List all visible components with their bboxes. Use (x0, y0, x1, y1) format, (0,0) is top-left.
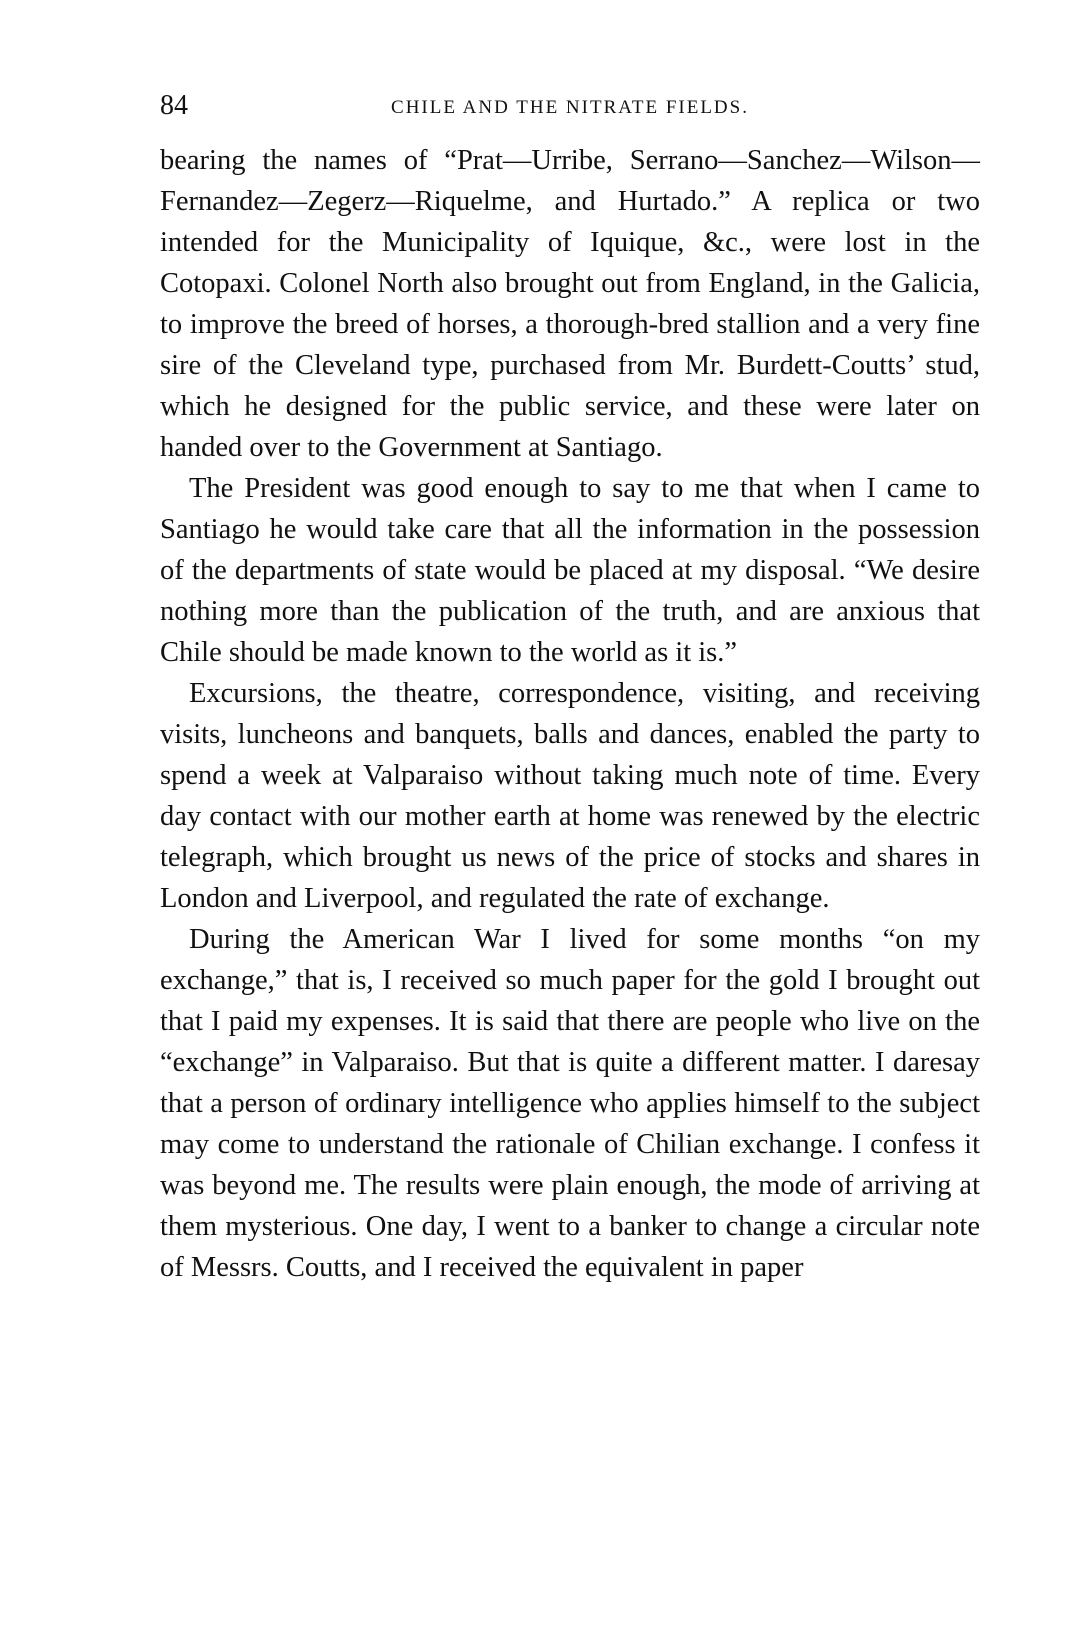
paragraph-2: The President was good enough to say to me that when I came to Santiago he would take care that all the information in the possession of the departments of state would be placed at my disposal. “We desire nothing more than the publication of the truth, and are anxious that Chile should be made known to the world as it is.” (160, 473, 980, 668)
running-head (160, 90, 980, 122)
running-title: CHILE AND THE NITRATE FIELDS. (391, 97, 749, 118)
paragraph-3: Excursions, the theatre, correspondence, visiting, and receiving visits, luncheons and banquets, balls and dances, enabled the party to spend a week at Valparaiso without taking much note of time. Every day contact with our mother earth at home was renewed by the electric telegraph, which brought us news of the price of stocks and shares in London and Liverpool, and regulated the rate of exchange. (160, 678, 980, 914)
body-text (160, 140, 980, 1288)
paragraph-4: During the American War I lived for some months “on my exchange,” that is, I received so much paper for the gold I brought out that I paid my expenses. It is said that there are people who live on the “exchange” in Valparaiso. But that is quite a different matter. I daresay that a person of ordinary intelligence who applies himself to the subject may come to understand the rationale of Chilian exchange. I confess it was beyond me. The results were plain enough, the mode of arriving at them mysterious. One day, I went to a banker to change a circular note of Messrs. Coutts, and I received the equivalent in paper (160, 924, 980, 1283)
page-number: 84 (160, 90, 188, 121)
paragraph-1: bearing the names of “Prat—Urribe, Serrano—Sanchez—Wilson—Fernandez—Zegerz—Riquelme, and Hurtado.” A replica or two intended for the Municipality of Iquique, &c., were lost in the Cotopaxi. Colonel North also brought out from England, in the Galicia, to improve the breed of horses, a thorough-bred stallion and a very fine sire of the Cleveland type, purchased from Mr. Burdett-Coutts’ stud, which he designed for the public service, and these were later on handed over to the Government at Santiago. (160, 145, 980, 463)
